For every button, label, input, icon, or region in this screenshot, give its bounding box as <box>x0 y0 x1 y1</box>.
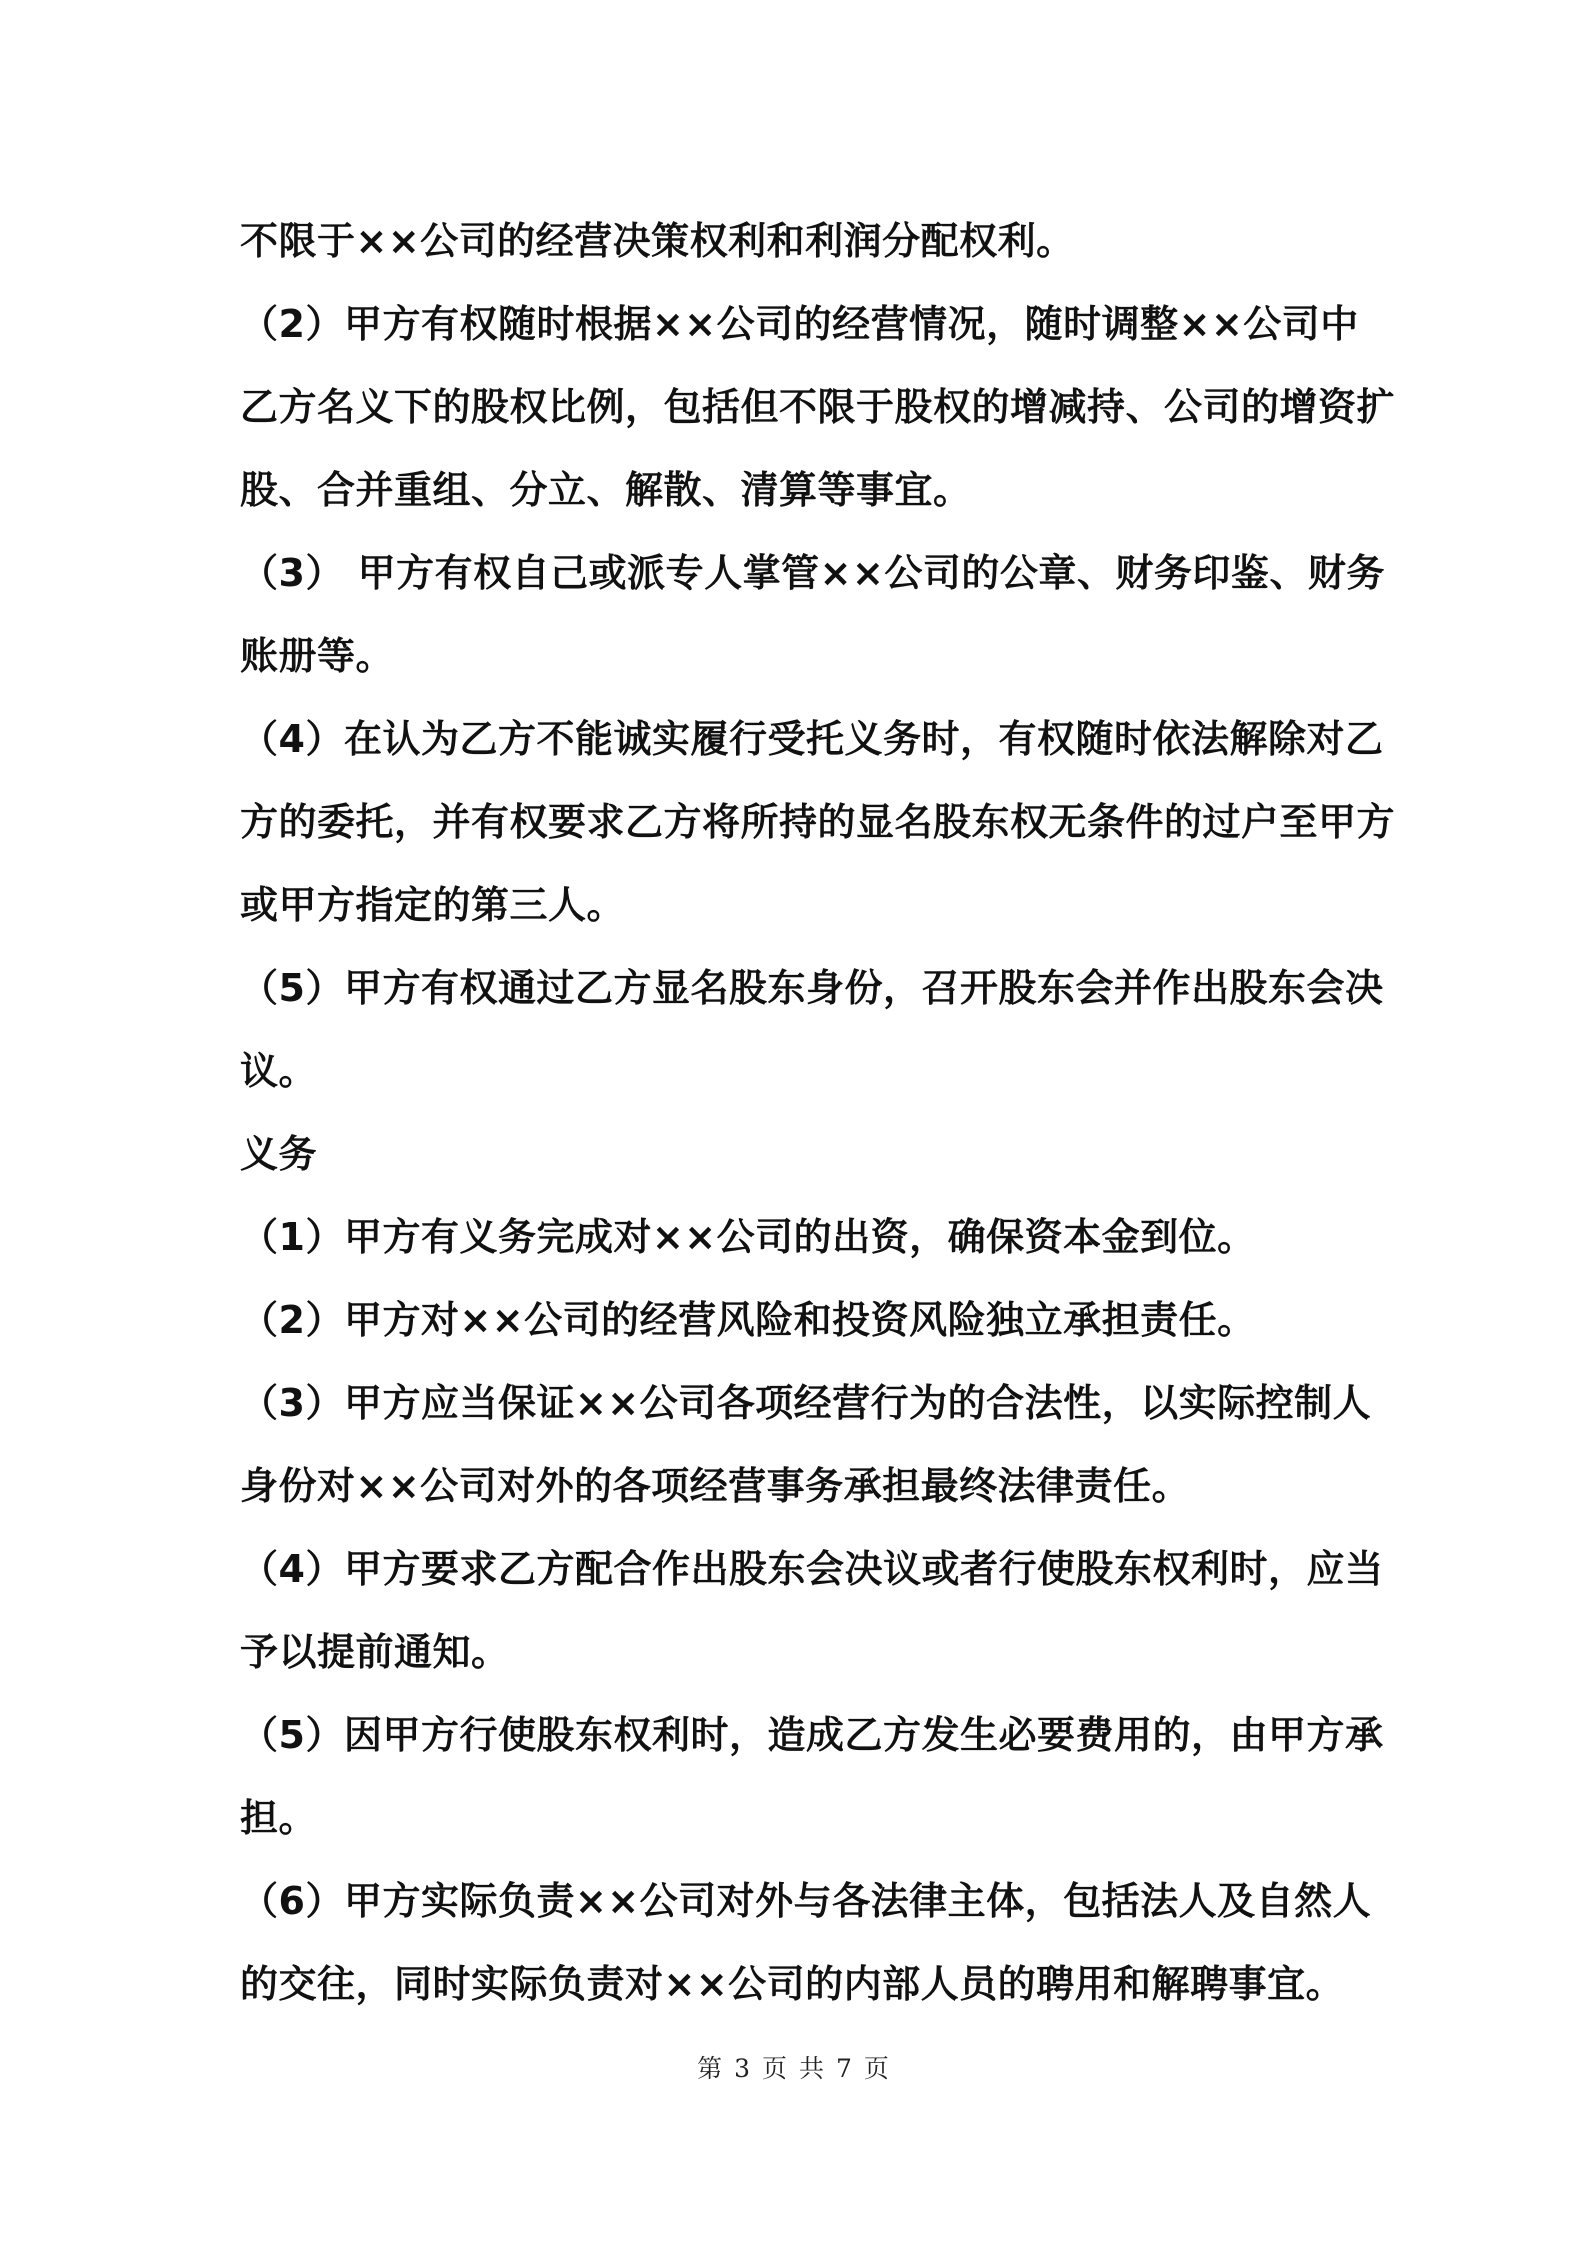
body-line: （5）因甲方行使股东权利时，造成乙方发生必要费用的，由甲方承 <box>240 1713 1384 1757</box>
body-line: （1）甲方有义务完成对××公司的出资，确保资本金到位。 <box>240 1215 1256 1259</box>
body-line: （6）甲方实际负责××公司对外与各法律主体，包括法人及自然人 <box>240 1879 1372 1923</box>
total-word: 页 <box>863 2054 889 2083</box>
body-line: 身份对××公司对外的各项经营事务承担最终法律责任。 <box>240 1464 1191 1508</box>
total-pages: 7 <box>836 2054 852 2083</box>
body-line: （4）甲方要求乙方配合作出股东会决议或者行使股东权利时，应当 <box>240 1547 1384 1591</box>
section-heading: 义务 <box>240 1132 318 1176</box>
body-line: 予以提前通知。 <box>240 1630 510 1674</box>
body-line: （3）甲方应当保证××公司各项经营行为的合法性，以实际控制人 <box>240 1381 1372 1425</box>
body-line: （3） 甲方有权自己或派专人掌管××公司的公章、财务印鉴、财务 <box>240 551 1385 595</box>
page-number: 3 <box>734 2054 750 2083</box>
body-line: （2）甲方对××公司的经营风险和投资风险独立承担责任。 <box>240 1298 1256 1342</box>
body-line: 的交往，同时实际负责对××公司的内部人员的聘用和解聘事宜。 <box>240 1962 1345 2006</box>
document-body <box>240 200 1396 2026</box>
body-line: 方的委托，并有权要求乙方将所持的显名股东权无条件的过户至甲方 <box>240 800 1396 844</box>
body-line: （5）甲方有权通过乙方显名股东身份，召开股东会并作出股东会决 <box>240 966 1384 1010</box>
body-line: 乙方名义下的股权比例，包括但不限于股权的增减持、公司的增资扩 <box>240 385 1396 429</box>
page-number-footer <box>0 2049 1586 2085</box>
body-line: （4）在认为乙方不能诚实履行受托义务时，有权随时依法解除对乙 <box>240 717 1384 761</box>
body-line: （2）甲方有权随时根据××公司的经营情况，随时调整××公司中 <box>240 302 1359 346</box>
body-line: 或甲方指定的第三人。 <box>240 883 626 927</box>
body-line: 账册等。 <box>240 634 395 678</box>
body-line: 担。 <box>240 1796 318 1840</box>
page-word: 页 <box>761 2054 787 2083</box>
body-line: 议。 <box>240 1049 318 1093</box>
page-prefix: 第 <box>697 2054 723 2083</box>
body-line: 不限于××公司的经营决策权利和利润分配权利。 <box>240 219 1075 263</box>
total-prefix: 共 <box>799 2054 825 2083</box>
body-line: 股、合并重组、分立、解散、清算等事宜。 <box>240 468 972 512</box>
